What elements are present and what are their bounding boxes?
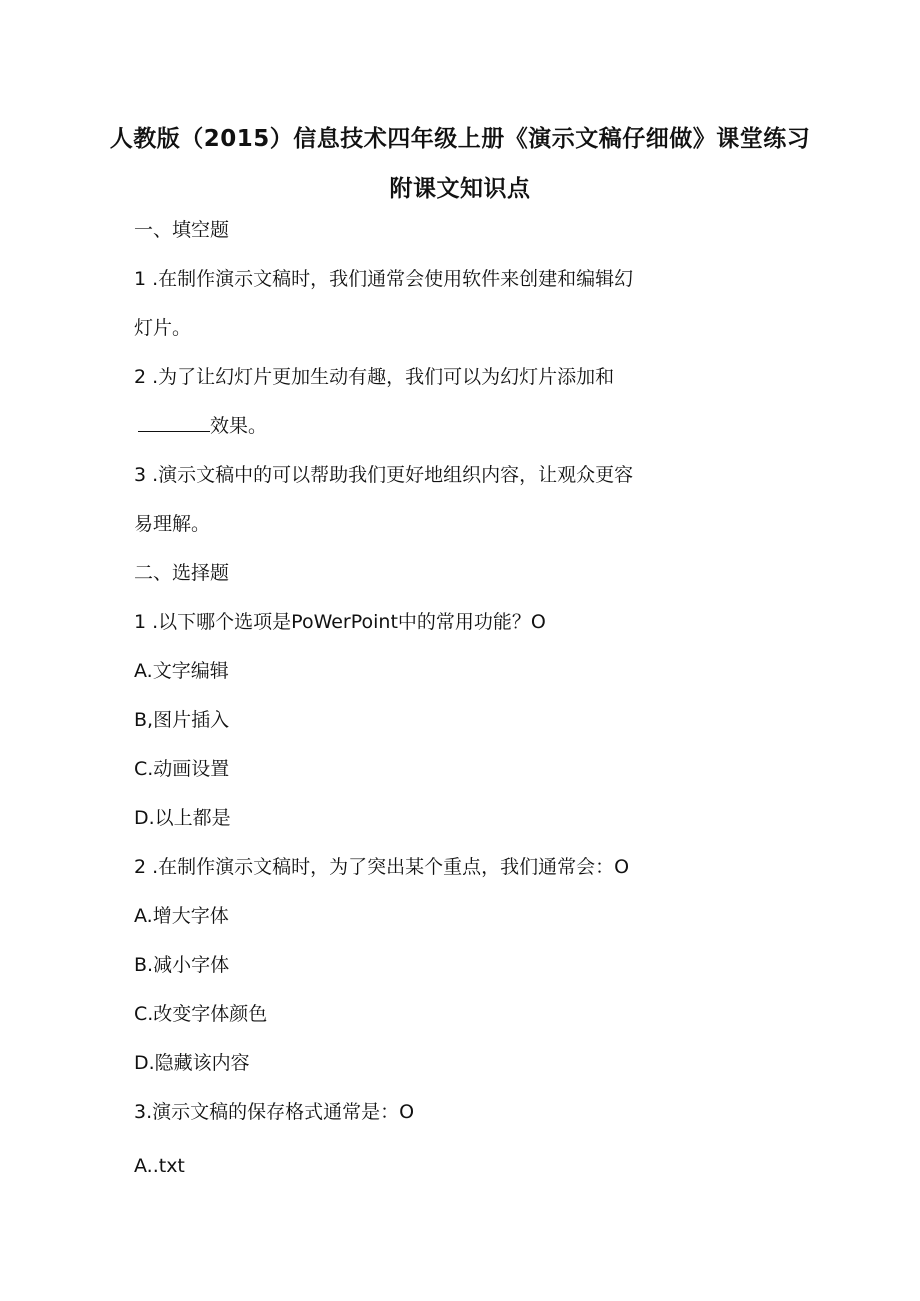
fill-question-3-line1: 3 .演示文稿中的可以帮助我们更好地组织内容，让观众更容	[134, 464, 634, 486]
choice-question-1-option-a: A.文字编辑	[134, 660, 229, 682]
choice-question-3: 3.演示文稿的保存格式通常是：O	[134, 1101, 415, 1123]
choice-question-2-option-a: A.增大字体	[134, 905, 229, 927]
choice-question-2-option-c: C.改变字体颜色	[134, 1003, 268, 1025]
fill-question-2-line2	[136, 414, 267, 438]
document-title-line2: 附课文知识点	[389, 176, 531, 202]
fill-question-1-line1: 1 .在制作演示文稿时，我们通常会使用软件来创建和编辑幻	[134, 268, 634, 290]
section-heading-multiple-choice: 二、选择题	[134, 562, 230, 584]
choice-question-1: 1 .以下哪个选项是PoWerPoint中的常用功能？O	[134, 611, 546, 633]
fill-question-2-line1: 2 .为了让幻灯片更加生动有趣，我们可以为幻灯片添加和	[134, 366, 615, 388]
fill-question-3-line2: 易理解。	[134, 513, 211, 535]
document-title-line1: 人教版（2015）信息技术四年级上册《演示文稿仔细做》课堂练习	[109, 126, 811, 152]
choice-question-2-option-d: D.隐藏该内容	[134, 1052, 250, 1074]
section-heading-fill-in: 一、填空题	[134, 219, 230, 241]
answer-blank	[138, 414, 210, 432]
choice-question-1-option-d: D.以上都是	[134, 807, 231, 829]
choice-question-2: 2 .在制作演示文稿时，为了突出某个重点，我们通常会：O	[134, 856, 630, 878]
choice-question-1-option-c: C.动画设置	[134, 758, 230, 780]
fill-question-1-line2: 灯片。	[134, 317, 192, 339]
choice-question-1-option-b: B,图片插入	[134, 709, 230, 731]
choice-question-2-option-b: B.减小字体	[134, 954, 230, 976]
fill-question-2-suffix: 效果。	[210, 415, 268, 437]
choice-question-3-option-a: A..txt	[134, 1155, 185, 1177]
